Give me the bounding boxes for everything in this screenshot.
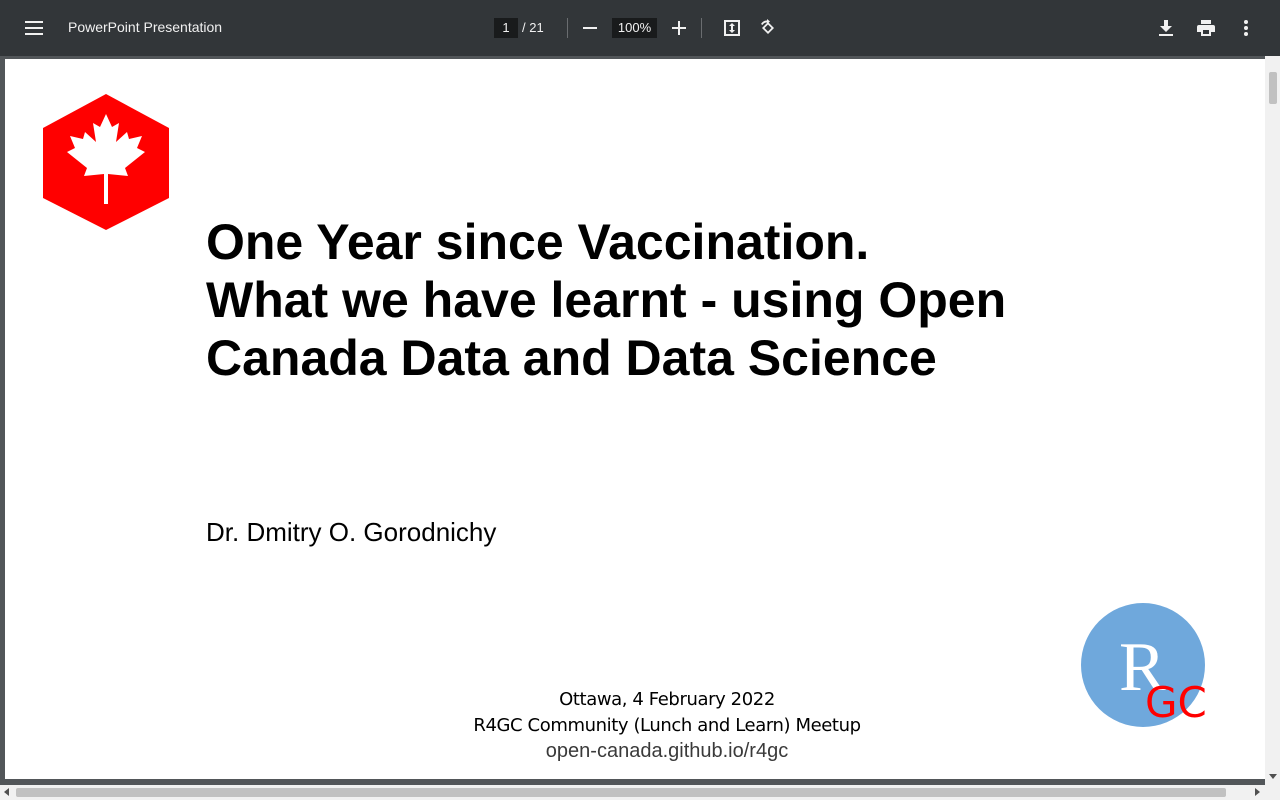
- slide-author: Dr. Dmitry O. Gorodnichy: [206, 517, 497, 547]
- toolbar-divider: [567, 18, 568, 38]
- footer-location-date: Ottawa, 4 February 2022: [559, 689, 775, 710]
- horizontal-scrollbar-thumb[interactable]: [16, 788, 1226, 797]
- minus-icon: [583, 27, 597, 29]
- vertical-scrollbar[interactable]: [1265, 56, 1280, 786]
- zoom-in-button[interactable]: [663, 12, 695, 44]
- zoom-out-button[interactable]: [574, 12, 606, 44]
- rgc-logo-letter-r: R: [1119, 629, 1166, 706]
- scroll-right-arrow-icon[interactable]: [1255, 788, 1260, 796]
- slide-footer: [367, 687, 967, 763]
- more-options-icon: [1244, 20, 1248, 36]
- vertical-scrollbar-thumb[interactable]: [1269, 72, 1277, 104]
- more-options-button[interactable]: [1230, 12, 1262, 44]
- document-title: PowerPoint Presentation: [68, 19, 223, 35]
- pdf-page: [5, 59, 1265, 779]
- slide-title-line: Canada Data and Data Science: [206, 330, 937, 386]
- fit-to-page-icon: [723, 19, 741, 37]
- pdf-viewer[interactable]: [0, 56, 1280, 800]
- scroll-down-arrow-icon[interactable]: [1269, 774, 1277, 779]
- zoom-level-input[interactable]: [612, 18, 657, 38]
- rotate-button[interactable]: [752, 12, 784, 44]
- pdf-toolbar: [0, 0, 1280, 56]
- download-icon: [1159, 20, 1173, 36]
- hamburger-menu-icon[interactable]: [18, 12, 50, 44]
- plus-icon: [672, 21, 686, 35]
- download-button[interactable]: [1150, 12, 1182, 44]
- slide-title: [206, 213, 1206, 387]
- canada-maple-leaf-hexagon-logo: [41, 92, 171, 232]
- horizontal-scrollbar[interactable]: [0, 785, 1280, 800]
- print-button[interactable]: [1190, 12, 1222, 44]
- page-number-input[interactable]: [494, 18, 518, 38]
- r4gc-logo: [1081, 602, 1221, 732]
- slide-title-line: One Year since Vaccination.: [206, 214, 870, 270]
- rgc-logo-letters-gc: GC: [1145, 678, 1207, 727]
- print-icon: [1197, 20, 1215, 36]
- scroll-left-arrow-icon[interactable]: [4, 788, 9, 796]
- page-total: / 21: [522, 20, 544, 35]
- footer-url: open-canada.github.io/r4gc: [545, 740, 789, 762]
- footer-event: R4GC Community (Lunch and Learn) Meetup: [473, 715, 861, 736]
- rotate-icon: [759, 19, 777, 37]
- toolbar-divider: [701, 18, 702, 38]
- slide-title-line: What we have learnt - using Open: [206, 272, 1007, 328]
- fit-to-page-button[interactable]: [716, 12, 748, 44]
